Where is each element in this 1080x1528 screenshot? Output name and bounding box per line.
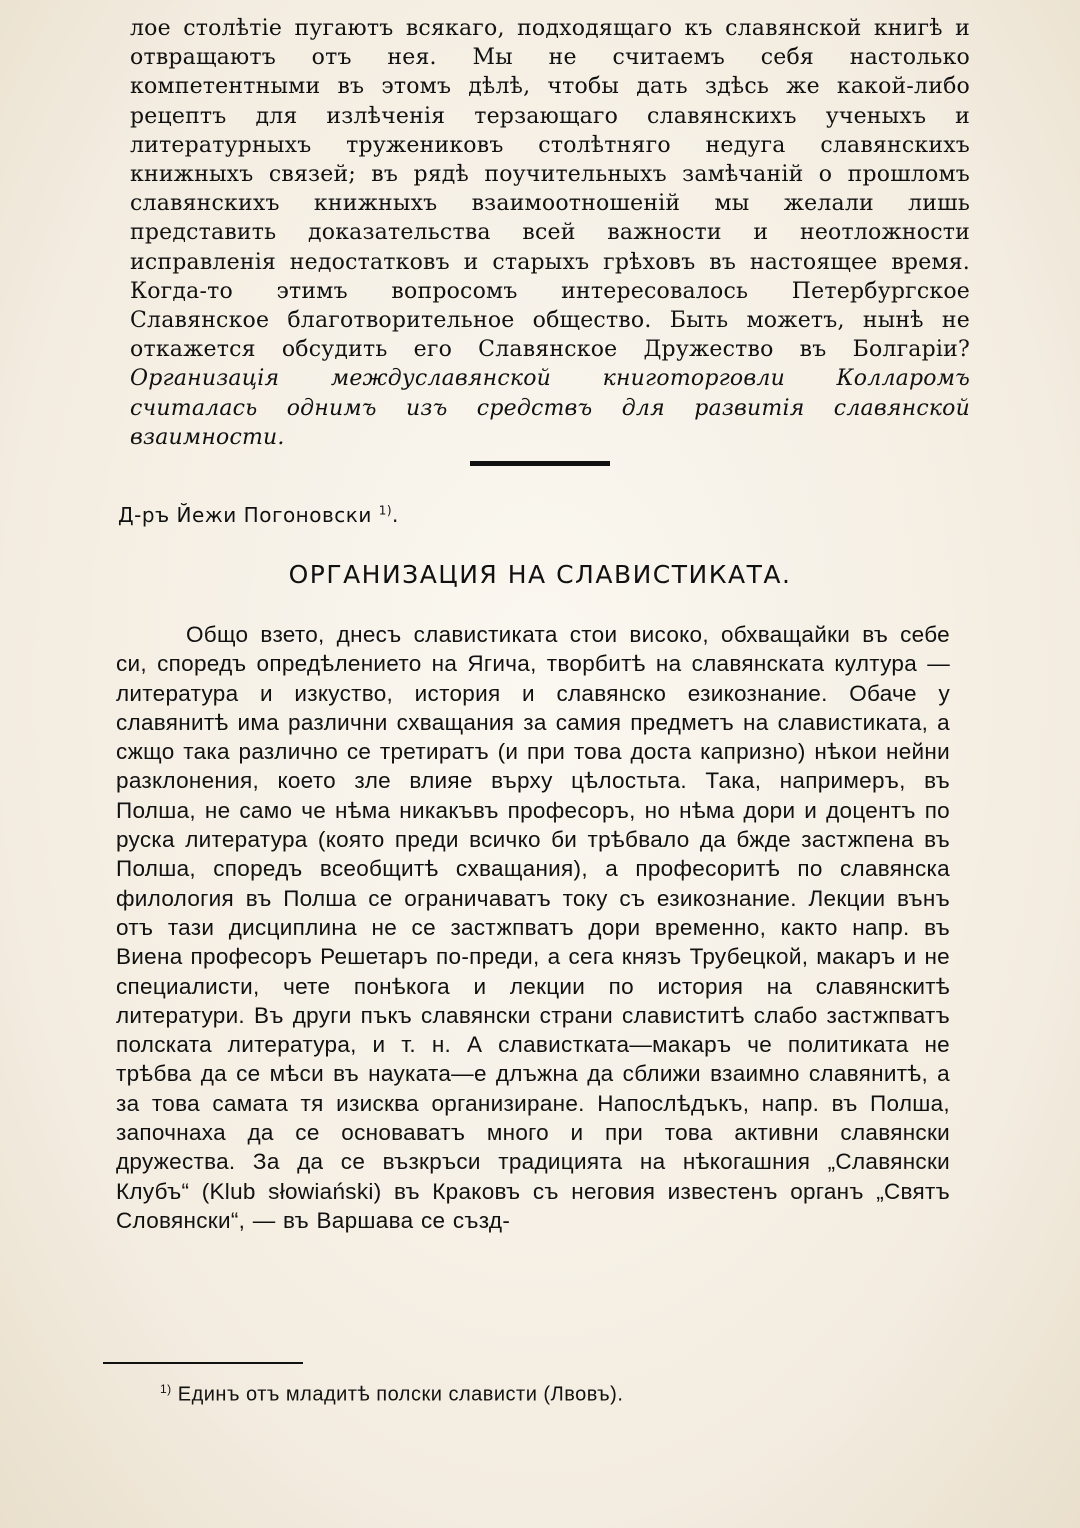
paragraph-text: лое столѣтіе пугаютъ всякаго, подходящаго къ славянской книгѣ и отвращаютъ отъ нея. Мы не считаемъ себя настолько компетентными въ этомъ дѣлѣ, чтобы дать здѣсь же какой-либо рецептъ для излѣченія терзающаго славянскихъ ученыхъ и литературныхъ тружениковъ столѣтняго недуга славянскихъ книжныхъ связей; въ рядѣ поучительныхъ замѣчаній о прошломъ славянскихъ книжныхъ взаимоотношеній мы желали лишь представить доказательства всей важности и неотложности исправленія недостатковъ и старыхъ грѣховъ въ настоящее время. Когда-то этимъ вопросомъ интересовалось Петербургское Славянское благотворительное общество. Быть можетъ, нынѣ не откажется обсудить его Славянское Дружество въ Болгаріи? (130, 16, 970, 363)
article-title: ОРГАНИЗАЦИЯ НА СЛАВИСТИКАТА. (288, 560, 792, 589)
section-divider (470, 461, 610, 466)
article-author: Д-ръ Йежи Погоновски $^{1)}$. (118, 503, 399, 527)
footnote-text: Единъ отъ младитѣ полски слависти (Лвовъ). (177, 1383, 624, 1406)
italic-closing-sentence: Организація междуславянской книготорговли Колларомъ считалась однимъ изъ средствъ для развитія славянской взаимности. (130, 366, 970, 450)
footnote-divider (103, 1362, 303, 1364)
author-name: Д-ръ Йежи Погоновски (118, 503, 372, 527)
footnote-reference: 1) (378, 503, 393, 518)
footnote (160, 1382, 623, 1407)
previous-article-paragraph (130, 14, 970, 452)
article-body-paragraph: Общо взето, днесъ славистиката стои високо, обхващайки въ себе си, споредъ опредѣлението на Ягича, творбитѣ на славянската култура — литература и изкуство, история и славянско езикознание. Обаче у славянитѣ има различни схващания за самия предметъ на славистиката, а сжщо така различно се третиратъ (и при това доста капризно) нѣкои нейни разклонения, което зле влияе върху цѣлостьта. Така, напримеръ, въ Полша, не само че нѣма никакъвъ професоръ, но нѣма дори и доцентъ по руска литература (която преди всичко би трѣбвало да бжде застжпена въ Полша, споредъ всеобщитѣ схващания), а професоритѣ по славянска филология въ Полша се ограничаватъ току съ езикознание. Лекции вънъ отъ тази дисциплина не се застжпватъ дори временно, както напр. въ Виена професоръ Решетаръ по-преди, а сега князъ Трубецкой, макаръ и не специалисти, чете понѣкога и лекции по история на славянскитѣ литератури. Въ други пъкъ славянски страни славиститѣ слабо застжпватъ полската литература, и т. н. А славистката—макаръ че политиката не трѣбва да се мѣси въ науката—е длъжна да сближи взаимно славянитѣ, а за това самата тя изисква организиране. Напослѣдъкъ, напр. въ Полша, започнаха да се основаватъ много и при това активни славянски дружества. За да се възкръси традицията на нѣкогашния „Славянски Клубъ“ (Klub słowiański) въ Краковъ съ неговия известенъ органъ „Святъ Словянски“, — въ Варшава се създ- (116, 622, 950, 1233)
footnote-mark: 1) (160, 1382, 172, 1396)
